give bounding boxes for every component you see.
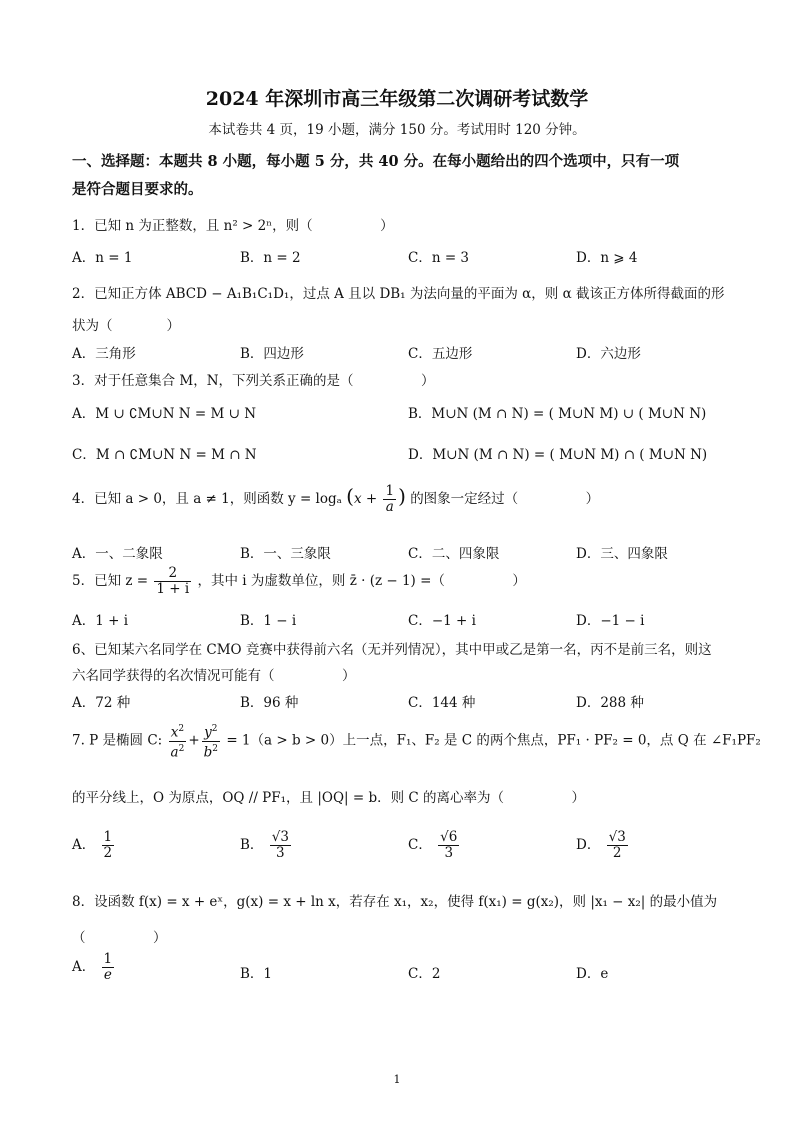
q7-b-num: √3 bbox=[271, 829, 289, 845]
q7-option-b-frac bbox=[270, 830, 291, 861]
q4-stem: 4．已知 a > 0，且 a ≠ 1，则函数 y = logₐ (x + $\frac{1}{a}$ ) 的图象一定经过（ ） bbox=[72, 483, 600, 515]
q3-option-a: A．M ∪ ∁M∪N N = M ∪ N bbox=[72, 406, 257, 422]
q6-option-d: D．288 种 bbox=[576, 695, 644, 711]
q7-option-d-label: D． bbox=[576, 837, 601, 853]
q7-stem: 7. P 是椭圆 C: $\frac{x^2}{a^2}$ + $\frac{y^2}{b^2}$ = 1（a > b > 0）上一点，F₁、F₂ 是 C 的两个焦点，PF₁ · PF₂ = 0，点 Q 在 ∠F₁PF₂ bbox=[72, 724, 761, 760]
q6-option-b: B．96 种 bbox=[240, 695, 299, 711]
q1-option-c: C．n = 3 bbox=[408, 250, 470, 266]
q7-option-c bbox=[408, 830, 461, 861]
q1-option-a: A．n = 1 bbox=[72, 250, 133, 266]
q5-option-b: B．1 − i bbox=[240, 613, 297, 629]
q8-option-c: C．2 bbox=[408, 966, 441, 982]
exam-subtitle: 本试卷共 4 页，19 小题，满分 150 分。考试用时 120 分钟。 bbox=[208, 122, 586, 138]
q4-paren-close: ) bbox=[398, 484, 406, 508]
q7-option-c-frac bbox=[438, 830, 459, 861]
q4-paren-open: ( bbox=[346, 484, 354, 508]
q8-stem: 8．设函数 f(x) = x + eˣ，g(x) = x + ln x，若存在 x₁，x₂，使得 f(x₁) = g(x₂)，则 |x₁ − x₂| 的最小值为 bbox=[72, 894, 718, 910]
q2-option-c: C．五边形 bbox=[408, 346, 473, 362]
q8-a-num: 1 bbox=[103, 951, 113, 967]
q3-option-b: B．M∪N (M ∩ N) = ( M∪N M) ∪ ( M∪N N) bbox=[408, 406, 707, 422]
q7-a-num: 1 bbox=[103, 829, 113, 845]
q5-stem bbox=[72, 566, 526, 597]
q2-option-b: B．四边形 bbox=[240, 346, 304, 362]
q4-stem-pre: 4．已知 a > 0，且 a ≠ 1，则函数 y = logₐ bbox=[72, 491, 342, 507]
q7-option-b bbox=[240, 830, 293, 861]
q3-option-d: D．M∪N (M ∩ N) = ( M∪N M) ∩ ( M∪N N) bbox=[408, 447, 708, 463]
q5-fraction-den: 1 + i bbox=[156, 581, 190, 597]
q7-stem-post: = 1（a > b > 0）上一点，F₁、F₂ 是 C 的两个焦点，PF₁ · PF₂ = 0，点 Q 在 ∠F₁PF₂ bbox=[226, 732, 761, 749]
q8-option-a-label: A． bbox=[72, 959, 96, 975]
q2-stem: 2．已知正方体 ABCD − A₁B₁C₁D₁，过点 A 且以 DB₁ 为法向量的平面为 α，则 α 截该正方体所得截面的形 bbox=[72, 286, 725, 302]
q7-a-den: 2 bbox=[103, 845, 113, 861]
q3-stem: 3．对于任意集合 M，N，下列关系正确的是（ ） bbox=[72, 373, 435, 389]
q8-stem-cont: （ ） bbox=[72, 930, 167, 946]
q4-stem-post: 的图象一定经过（ ） bbox=[410, 491, 600, 507]
q7-option-d-frac bbox=[607, 830, 628, 861]
q6-option-a: A．72 种 bbox=[72, 695, 131, 711]
q8-option-a-frac bbox=[102, 952, 115, 983]
q7-option-a bbox=[72, 830, 116, 861]
q7-option-a-frac bbox=[102, 830, 115, 861]
q7-frac-y: $\frac{y^2}{b^2}$ bbox=[203, 724, 219, 760]
q2-stem-cont: 状为（ ） bbox=[72, 318, 180, 334]
q7-stem-pre: 7. P 是椭圆 C: bbox=[72, 732, 163, 749]
section-heading: 一、选择题：本题共 8 小题，每小题 5 分，共 40 分。在每小题给出的四个选项中，只有一项 bbox=[72, 153, 680, 170]
q5-stem-pre: 5．已知 z = bbox=[72, 573, 149, 589]
section-heading-cont: 是符合题目要求的。 bbox=[72, 181, 203, 198]
q2-option-d: D．六边形 bbox=[576, 346, 641, 362]
q7-option-c-label: C． bbox=[408, 837, 432, 853]
q7-b-den: 3 bbox=[276, 845, 285, 861]
q4-option-b: B．一、三象限 bbox=[240, 546, 331, 562]
q6-stem-cont: 六名同学获得的名次情况可能有（ ） bbox=[72, 668, 356, 684]
q7-d-den: 2 bbox=[612, 845, 622, 861]
q8-a-den: e bbox=[103, 967, 112, 983]
q6-stem: 6、已知某六名同学在 CMO 竞赛中获得前六名（无并列情况），其中甲或乙是第一名，丙不是前三名，则这 bbox=[72, 642, 712, 658]
q7-option-a-label: A． bbox=[72, 837, 96, 853]
q7-c-den: 3 bbox=[444, 845, 454, 861]
q5-fraction bbox=[154, 566, 191, 597]
page-number: 1 bbox=[393, 1073, 401, 1086]
q1-option-d: D．n ⩾ 4 bbox=[576, 250, 638, 266]
q5-option-a: A．1 + i bbox=[72, 613, 129, 629]
exam-title: 2024 年深圳市高三年级第二次调研考试数学 bbox=[205, 88, 589, 110]
q7-option-b-label: B． bbox=[240, 837, 264, 853]
q8-option-a bbox=[72, 952, 116, 983]
q6-option-c: C．144 种 bbox=[408, 695, 476, 711]
q5-option-c: C．−1 + i bbox=[408, 613, 476, 629]
q5-stem-post: ，其中 i 为虚数单位，则 z̄ · (z − 1) =（ ） bbox=[197, 573, 526, 589]
q2-option-a: A．三角形 bbox=[72, 346, 136, 362]
q5-option-d: D．−1 − i bbox=[576, 613, 645, 629]
q1-option-b: B．n = 2 bbox=[240, 250, 301, 266]
q7-stem-cont: 的平分线上，O 为原点，OQ // PF₁，且 |OQ| = b．则 C 的离心率为（ ） bbox=[72, 790, 586, 806]
q4-option-c: C．二、四象限 bbox=[408, 546, 500, 562]
q7-option-d bbox=[576, 830, 630, 861]
q7-frac-x: $\frac{x^2}{a^2}$ bbox=[170, 724, 185, 760]
q1-stem: 1．已知 n 为正整数，且 n² > 2ⁿ，则（ ） bbox=[72, 218, 394, 234]
q4-fraction: $\frac{1}{a}$ bbox=[385, 483, 395, 515]
q4-option-a: A．一、二象限 bbox=[72, 546, 163, 562]
q3-option-c: C．M ∩ ∁M∪N N = M ∩ N bbox=[72, 447, 257, 463]
q8-option-d: D．e bbox=[576, 966, 609, 982]
q7-c-num: √6 bbox=[440, 829, 458, 845]
q4-option-d: D．三、四象限 bbox=[576, 546, 668, 562]
q8-option-b: B．1 bbox=[240, 966, 273, 982]
q5-fraction-num: 2 bbox=[154, 566, 191, 582]
q7-d-num: √3 bbox=[608, 829, 626, 845]
